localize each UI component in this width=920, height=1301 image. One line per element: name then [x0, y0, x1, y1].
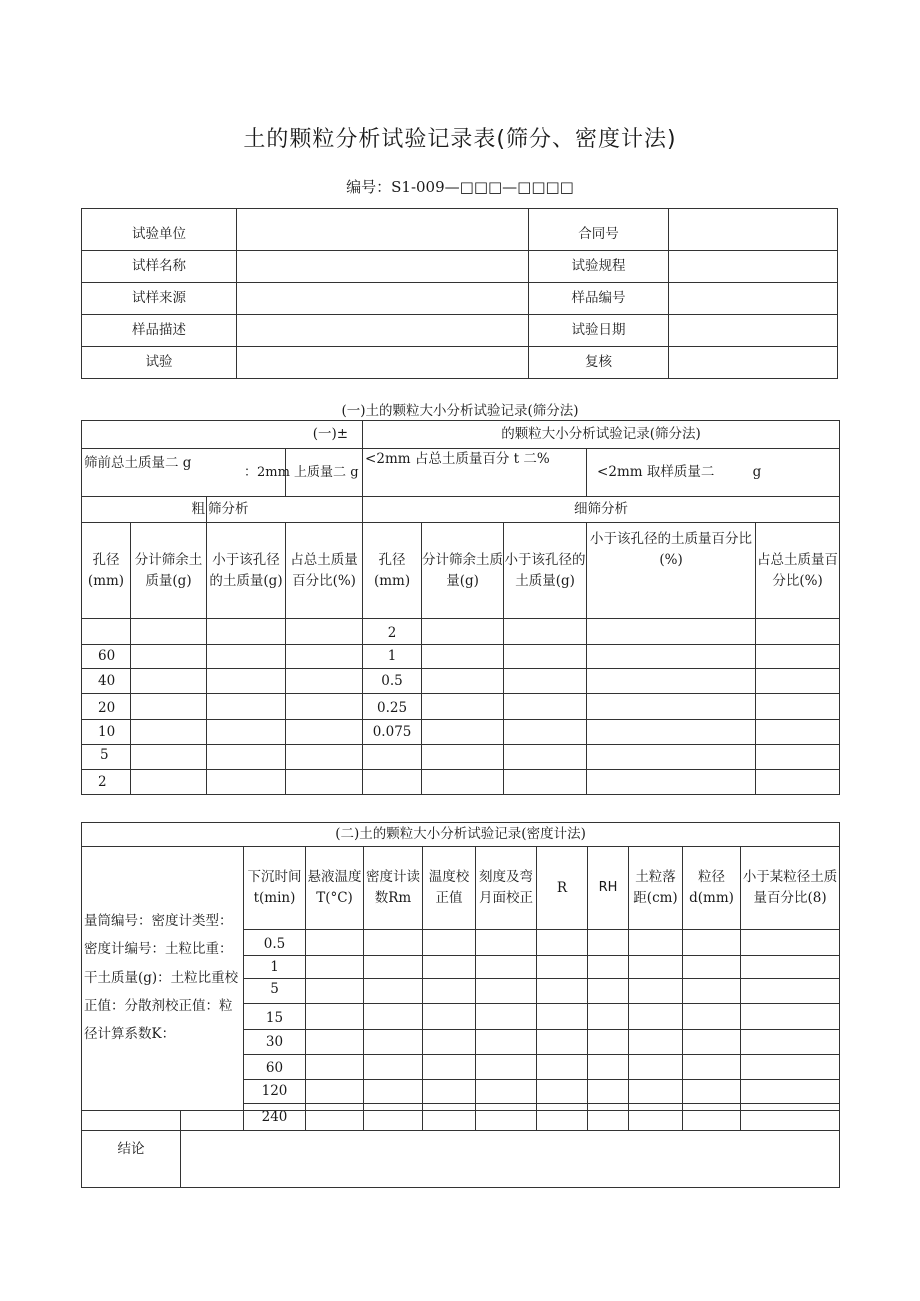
info-row	[82, 315, 838, 347]
conclusion-label: 结论	[82, 1111, 181, 1188]
data-cell[interactable]	[537, 979, 588, 1004]
data-cell[interactable]	[588, 1004, 629, 1030]
fine-aperture: 0.075	[363, 720, 422, 745]
data-cell[interactable]	[756, 619, 840, 645]
settling-time: 5	[244, 979, 306, 1004]
data-cell[interactable]	[207, 669, 286, 694]
sieve-header-row	[82, 421, 840, 449]
above-2mm-mass-cell	[244, 449, 363, 497]
table-row	[82, 694, 840, 720]
data-cell[interactable]	[683, 979, 741, 1004]
info-label: 样品编号	[529, 283, 669, 315]
data-cell[interactable]	[306, 1004, 364, 1030]
data-cell[interactable]	[131, 619, 207, 645]
data-cell[interactable]	[588, 1055, 629, 1080]
fine-aperture: 0.5	[363, 669, 422, 694]
info-row	[82, 209, 838, 251]
below-2mm-pct-label: <2mm 占总土质量百分 t 二%	[363, 449, 587, 497]
data-cell[interactable]	[587, 645, 756, 669]
fine-aperture: 1	[363, 645, 422, 669]
info-value-field[interactable]	[669, 283, 838, 315]
col-meniscus-correction: 刻度及弯月面校正	[476, 847, 537, 930]
data-cell[interactable]	[423, 979, 476, 1004]
info-value-field[interactable]	[237, 209, 529, 251]
info-value-field[interactable]	[669, 315, 838, 347]
data-cell[interactable]	[504, 619, 587, 645]
hydrometer-params: 量筒编号：密度计类型：密度计编号：土粒比重：干土质量(g)：土粒比重校正值：分散剂校正值：粒径计算系数K：	[82, 847, 244, 1131]
data-cell[interactable]	[422, 720, 504, 745]
data-cell[interactable]	[306, 979, 364, 1004]
sieve-head-left: (一)±	[82, 421, 363, 449]
sieve-caption: (一)土的颗粒大小分析试验记录(筛分法)	[341, 403, 579, 419]
data-cell[interactable]	[741, 979, 840, 1004]
data-cell[interactable]	[422, 694, 504, 720]
data-cell[interactable]	[131, 669, 207, 694]
data-cell[interactable]	[683, 1055, 741, 1080]
info-label: 合同号	[529, 209, 669, 251]
data-cell[interactable]	[504, 770, 587, 795]
settling-time: 15	[244, 1004, 306, 1030]
sieve-group-row	[82, 497, 840, 523]
col-fine-aperture: 孔径(mm)	[363, 523, 422, 619]
data-cell[interactable]	[423, 1080, 476, 1104]
data-cell[interactable]	[504, 745, 587, 770]
data-cell[interactable]	[422, 745, 504, 770]
col-coarse-pct: 占总土质量百分比(%)	[286, 523, 363, 619]
info-label: 试样来源	[82, 283, 237, 315]
data-cell[interactable]	[207, 694, 286, 720]
data-cell[interactable]	[422, 770, 504, 795]
data-cell[interactable]	[588, 1080, 629, 1104]
data-cell[interactable]	[588, 956, 629, 979]
info-value-field[interactable]	[237, 283, 529, 315]
info-row	[82, 283, 838, 315]
data-cell[interactable]	[741, 930, 840, 956]
data-cell[interactable]	[587, 694, 756, 720]
table-row	[82, 619, 840, 645]
info-table	[81, 208, 838, 379]
coarse-aperture: 5	[82, 745, 131, 770]
coarse-aperture: 40	[82, 669, 131, 694]
data-cell[interactable]	[207, 619, 286, 645]
data-cell[interactable]	[364, 956, 423, 979]
form-code: 编号：S1-009—□□□—□□□□	[346, 178, 574, 196]
data-cell[interactable]	[423, 1055, 476, 1080]
col-fine-passing: 小于该孔径的土质量(g)	[504, 523, 587, 619]
col-coarse-aperture: 孔径(mm)	[82, 523, 131, 619]
data-cell[interactable]	[629, 1055, 683, 1080]
info-label: 试样名称	[82, 251, 237, 283]
data-cell[interactable]	[504, 669, 587, 694]
settling-time: 120	[244, 1080, 306, 1104]
data-cell[interactable]	[629, 1080, 683, 1104]
settling-time: 60	[244, 1055, 306, 1080]
info-label: 试验单位	[82, 209, 237, 251]
data-cell[interactable]	[364, 1080, 423, 1104]
data-cell[interactable]	[741, 956, 840, 979]
data-cell[interactable]	[286, 669, 363, 694]
data-cell[interactable]	[476, 1030, 537, 1055]
data-cell[interactable]	[207, 770, 286, 795]
data-cell[interactable]	[423, 956, 476, 979]
data-cell[interactable]	[629, 956, 683, 979]
data-cell[interactable]	[683, 956, 741, 979]
coarse-label-a: 粗	[82, 497, 207, 523]
data-cell[interactable]	[476, 1004, 537, 1030]
data-cell[interactable]	[537, 1055, 588, 1080]
data-cell[interactable]	[476, 930, 537, 956]
table-row	[82, 745, 840, 770]
data-cell[interactable]	[476, 979, 537, 1004]
data-cell[interactable]	[131, 645, 207, 669]
sieve-column-headers	[82, 523, 840, 619]
info-label: 试验规程	[529, 251, 669, 283]
info-value-field[interactable]	[669, 347, 838, 379]
data-cell[interactable]	[629, 979, 683, 1004]
data-cell[interactable]	[683, 930, 741, 956]
data-cell[interactable]	[423, 1004, 476, 1030]
data-cell[interactable]	[286, 619, 363, 645]
data-cell[interactable]	[588, 930, 629, 956]
data-cell[interactable]	[306, 1030, 364, 1055]
info-row	[82, 251, 838, 283]
data-cell[interactable]	[131, 770, 207, 795]
settling-time: 30	[244, 1030, 306, 1055]
data-cell[interactable]	[207, 720, 286, 745]
data-cell[interactable]	[476, 956, 537, 979]
data-cell[interactable]	[588, 1030, 629, 1055]
info-row	[82, 347, 838, 379]
settling-time: 0.5	[244, 930, 306, 956]
below-2mm-sample-cell	[587, 449, 840, 497]
data-cell[interactable]	[587, 669, 756, 694]
data-cell[interactable]	[537, 930, 588, 956]
conclusion-row	[82, 1111, 840, 1188]
col-finer-pct: 小于某粒径土质量百分比(8)	[741, 847, 840, 930]
col-settling-time: 下沉时间t(min)	[244, 847, 306, 930]
data-cell[interactable]	[286, 720, 363, 745]
data-cell[interactable]	[423, 930, 476, 956]
hydrometer-caption-row	[82, 823, 840, 847]
table-row	[82, 669, 840, 694]
info-label: 复核	[529, 347, 669, 379]
data-cell[interactable]	[537, 956, 588, 979]
total-mass-label: 筛前总土质量二 g	[82, 449, 286, 497]
data-cell[interactable]	[683, 1004, 741, 1030]
info-value-field[interactable]	[237, 315, 529, 347]
data-cell[interactable]	[683, 1080, 741, 1104]
page-title: 土的颗粒分析试验记录表(筛分、密度计法)	[243, 127, 677, 152]
col-coarse-passing: 小于该孔径的土质量(g)	[207, 523, 286, 619]
data-cell[interactable]	[306, 1055, 364, 1080]
data-cell[interactable]	[756, 770, 840, 795]
data-cell[interactable]	[364, 1004, 423, 1030]
data-cell[interactable]	[537, 1080, 588, 1104]
table-row	[82, 770, 840, 795]
coarse-aperture: 20	[82, 694, 131, 720]
col-rh: RH	[588, 847, 629, 930]
data-cell[interactable]	[131, 694, 207, 720]
col-coarse-retained: 分计筛余土质量(g)	[131, 523, 207, 619]
data-cell[interactable]	[741, 1080, 840, 1104]
settling-time: 240	[244, 1104, 306, 1131]
data-cell[interactable]	[131, 720, 207, 745]
sieve-mass-row	[82, 449, 840, 497]
table-row	[82, 645, 840, 669]
coarse-aperture: 10	[82, 720, 131, 745]
col-particle-diameter: 粒径d(mm)	[683, 847, 741, 930]
data-cell[interactable]	[756, 645, 840, 669]
info-label: 试验日期	[529, 315, 669, 347]
data-cell[interactable]	[286, 745, 363, 770]
hydrometer-caption: (二)土的颗粒大小分析试验记录(密度计法)	[82, 823, 840, 847]
data-cell[interactable]	[587, 770, 756, 795]
data-cell[interactable]	[207, 745, 286, 770]
info-label: 样品描述	[82, 315, 237, 347]
data-cell[interactable]	[683, 1030, 741, 1055]
info-label: 试验	[82, 347, 237, 379]
hydrometer-column-headers	[82, 847, 840, 930]
data-cell[interactable]	[306, 930, 364, 956]
info-value-field[interactable]	[237, 347, 529, 379]
data-cell[interactable]	[364, 979, 423, 1004]
data-cell[interactable]	[306, 1080, 364, 1104]
coarse-aperture: 60	[82, 645, 131, 669]
data-cell[interactable]	[364, 930, 423, 956]
col-r: R	[537, 847, 588, 930]
info-value-field[interactable]	[669, 251, 838, 283]
conclusion-table	[81, 1110, 840, 1188]
settling-time: 1	[244, 956, 306, 979]
coarse-label-b: 筛分析	[207, 497, 363, 523]
data-cell[interactable]	[587, 745, 756, 770]
fine-aperture	[363, 745, 422, 770]
below-2mm-sample-unit: g	[752, 464, 762, 481]
data-cell[interactable]	[741, 1004, 840, 1030]
data-cell[interactable]	[422, 619, 504, 645]
above-2mm-mass-label: ：2mm 上质量二 g	[244, 465, 359, 480]
data-cell[interactable]	[629, 1004, 683, 1030]
col-fine-retained: 分计筛余土质量(g)	[422, 523, 504, 619]
coarse-aperture	[82, 619, 131, 645]
coarse-aperture: 2	[82, 770, 131, 795]
data-cell[interactable]	[756, 720, 840, 745]
info-value-field[interactable]	[237, 251, 529, 283]
data-cell[interactable]	[537, 1004, 588, 1030]
data-cell[interactable]	[364, 1055, 423, 1080]
below-2mm-sample-label: <2mm 取样质量二	[597, 464, 715, 481]
table-row	[82, 720, 840, 745]
col-fall-distance: 土粒落距(cm)	[629, 847, 683, 930]
data-cell[interactable]	[364, 1030, 423, 1055]
data-cell[interactable]	[756, 745, 840, 770]
conclusion-field[interactable]	[181, 1111, 840, 1188]
fine-aperture: 0.25	[363, 694, 422, 720]
fine-aperture: 2	[363, 619, 422, 645]
col-fine-passing-pct: 小于该孔径的土质量百分比(%)	[587, 523, 756, 619]
data-cell[interactable]	[422, 669, 504, 694]
data-cell[interactable]	[504, 694, 587, 720]
hydrometer-table	[81, 822, 840, 1131]
data-cell[interactable]	[741, 1055, 840, 1080]
data-cell[interactable]	[422, 645, 504, 669]
data-cell[interactable]	[504, 645, 587, 669]
data-cell[interactable]	[286, 694, 363, 720]
data-cell[interactable]	[207, 645, 286, 669]
data-cell[interactable]	[286, 645, 363, 669]
info-value-field[interactable]	[669, 209, 838, 251]
data-cell[interactable]	[756, 694, 840, 720]
sieve-table	[81, 420, 840, 795]
data-cell[interactable]	[504, 720, 587, 745]
data-cell[interactable]	[537, 1030, 588, 1055]
col-hydrometer-reading: 密度计读数Rm	[364, 847, 423, 930]
data-cell[interactable]	[306, 956, 364, 979]
data-cell[interactable]	[587, 619, 756, 645]
data-cell[interactable]	[587, 720, 756, 745]
data-cell[interactable]	[588, 979, 629, 1004]
fine-aperture	[363, 770, 422, 795]
data-cell[interactable]	[756, 669, 840, 694]
data-cell[interactable]	[629, 1030, 683, 1055]
data-cell[interactable]	[629, 930, 683, 956]
col-fine-total-pct: 占总土质量百分比(%)	[756, 523, 840, 619]
data-cell[interactable]	[741, 1030, 840, 1055]
col-suspension-temp: 悬液温度T(°C)	[306, 847, 364, 930]
sieve-head-right: 的颗粒大小分析试验记录(筛分法)	[363, 421, 840, 449]
data-cell[interactable]	[476, 1080, 537, 1104]
fine-analysis-label: 细筛分析	[363, 497, 840, 523]
data-cell[interactable]	[476, 1055, 537, 1080]
data-cell[interactable]	[286, 770, 363, 795]
data-cell[interactable]	[423, 1030, 476, 1055]
data-cell[interactable]	[131, 745, 207, 770]
col-temp-correction: 温度校正值	[423, 847, 476, 930]
